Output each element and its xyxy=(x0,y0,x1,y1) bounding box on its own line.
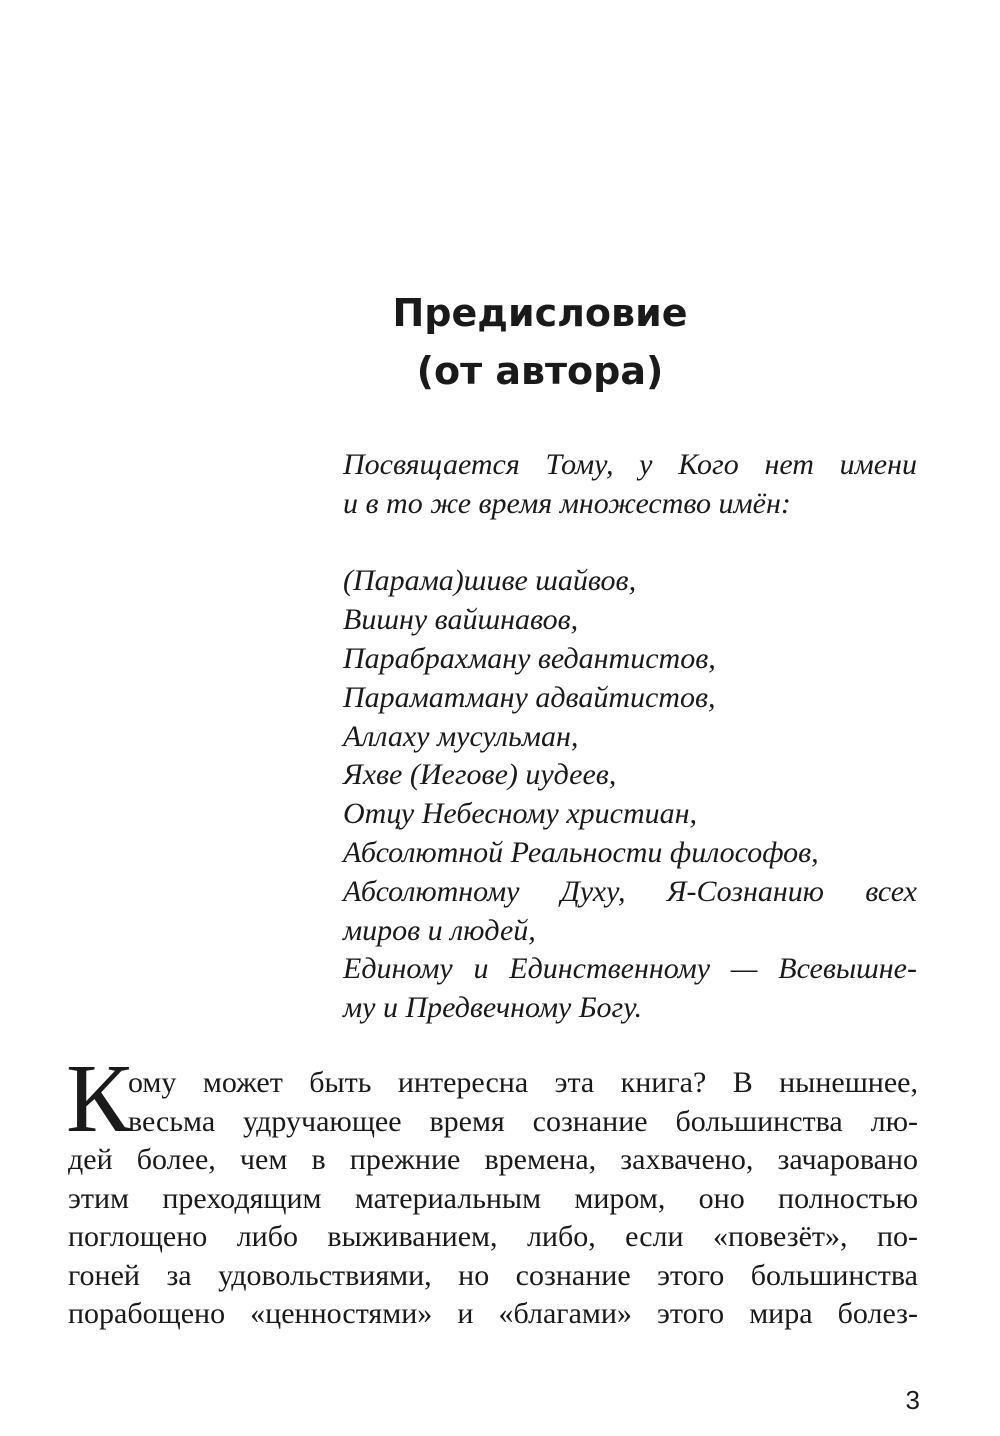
body-line: ому может быть интересна эта книга? В нынешнее, xyxy=(128,1066,918,1099)
dedication-line: миров и людей, xyxy=(343,913,536,947)
dedication-line: Парабрахману ведантистов, xyxy=(343,641,716,675)
dedication-line: (Парама)шиве шайвов, xyxy=(343,564,637,598)
body-line: весьма удручающее время сознание большинства лю- xyxy=(128,1104,918,1138)
dedication-line: му и Предвечному Богу. xyxy=(343,991,643,1025)
dedication-line: Аллаху мусульман, xyxy=(343,719,579,753)
page-number: 3 xyxy=(905,1385,920,1415)
page-title-line-2: (от автора) xyxy=(416,349,664,393)
body-line: порабощено «ценностями» и «благами» этого мира болез- xyxy=(68,1297,918,1330)
dedication-line: Вишну вайшнавов, xyxy=(343,603,579,637)
page-title xyxy=(250,284,830,400)
body-line: дей более, чем в прежние времена, захвачено, зачаровано xyxy=(68,1143,918,1176)
body-line: этим преходящим материальным миром, оно полностью xyxy=(68,1181,918,1215)
dedication-line: и в то же время множество имён: xyxy=(343,486,791,520)
dedication-epigraph xyxy=(343,446,917,1028)
body-line: гоней за удовольствиями, но сознание этого большинства xyxy=(68,1258,918,1292)
dedication-line: Яхве (Иегове) иудеев, xyxy=(343,758,617,792)
dedication-line: Абсолютной Реальности философов, xyxy=(343,835,819,869)
page-title-line-1: Предисловие xyxy=(392,291,688,335)
dedication-line: Единому и Единственному — Всевышне- xyxy=(343,952,917,986)
dedication-line: Параматману адвайтистов, xyxy=(343,680,716,714)
body-paragraph xyxy=(68,1064,918,1334)
drop-cap-letter: К xyxy=(66,1045,132,1153)
dedication-line: Абсолютному Духу, Я-Сознанию всех xyxy=(343,874,917,908)
dedication-spacer xyxy=(343,524,917,563)
dedication-line: Отцу Небесному христиан, xyxy=(343,797,698,831)
body-line: поглощено либо выживанием, либо, если «повезёт», по- xyxy=(68,1220,918,1253)
dedication-line: Посвящается Тому, у Кого нет имени xyxy=(343,448,917,481)
